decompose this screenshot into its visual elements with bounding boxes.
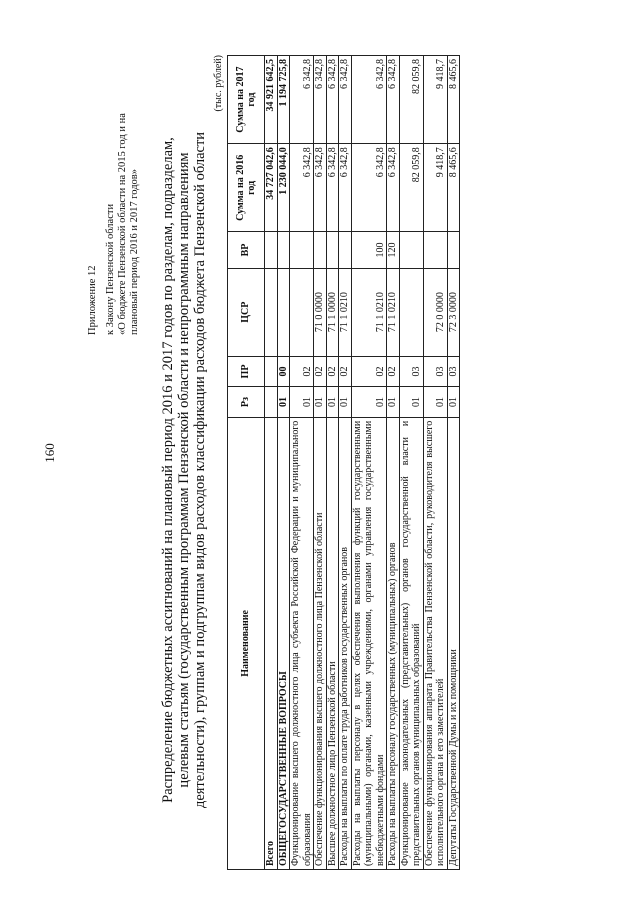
table-cell-sum-2017: 34 921 642,5 bbox=[265, 56, 278, 144]
table-cell-rz bbox=[265, 387, 278, 418]
table-cell-pr: 03 bbox=[447, 356, 460, 387]
table-cell-vr bbox=[399, 232, 423, 268]
table-cell-sum-2017: 6 342,8 bbox=[290, 56, 314, 144]
table-row bbox=[277, 56, 290, 870]
table-cell-rz: 01 bbox=[326, 387, 339, 418]
header-sum-2016: Сумма на 2016 год bbox=[228, 144, 265, 232]
table-row bbox=[290, 56, 314, 870]
units-label: (тыс. рублей) bbox=[213, 55, 224, 112]
title-line: Распределение бюджетных ассигнований на плановый период 2016 и 2017 годов по разделам, подразделам, bbox=[160, 137, 176, 803]
table-cell-csr bbox=[290, 268, 314, 356]
table-cell-pr: 02 bbox=[290, 356, 314, 387]
table-cell-rz: 01 bbox=[423, 387, 447, 418]
header-csr: ЦСР bbox=[228, 268, 265, 356]
table-cell-sum-2016: 6 342,8 bbox=[339, 144, 352, 232]
header-name: Наименование bbox=[228, 417, 265, 869]
table-row bbox=[351, 56, 387, 870]
table-cell-name: Всего bbox=[265, 417, 278, 869]
table-cell-sum-2016: 1 230 044,0 bbox=[277, 144, 290, 232]
table-cell-sum-2017: 6 342,8 bbox=[351, 56, 387, 144]
table-cell-sum-2017: 6 342,8 bbox=[326, 56, 339, 144]
table-cell-rz: 01 bbox=[277, 387, 290, 418]
table-cell-csr bbox=[277, 268, 290, 356]
table-cell-name: Расходы на выплаты по оплате труда работников государственных органов bbox=[339, 417, 352, 869]
table-cell-csr: 72 0 0000 bbox=[423, 268, 447, 356]
header-sum-2017: Сумма на 2017 год bbox=[228, 56, 265, 144]
table-cell-pr bbox=[265, 356, 278, 387]
table-cell-sum-2016: 34 727 042,6 bbox=[265, 144, 278, 232]
table-cell-name: Функционирование законодательных (представительных) органов государственной власти и представительных органов муниципальных образований bbox=[399, 417, 423, 869]
table-row bbox=[387, 56, 400, 870]
table-header-row bbox=[228, 56, 265, 870]
table-cell-sum-2017: 6 342,8 bbox=[339, 56, 352, 144]
table-cell-name: Обеспечение функционирования аппарата Правительства Пензенской области, руководителя высшего исполнительного органа и его заместителей bbox=[423, 417, 447, 869]
table-row bbox=[423, 56, 447, 870]
table-cell-pr: 03 bbox=[399, 356, 423, 387]
table-cell-csr: 71 1 0210 bbox=[339, 268, 352, 356]
table-cell-vr: 100 bbox=[351, 232, 387, 268]
table-cell-csr: 71 1 0210 bbox=[351, 268, 387, 356]
table-cell-sum-2016: 6 342,8 bbox=[387, 144, 400, 232]
table-cell-pr: 03 bbox=[423, 356, 447, 387]
table-cell-rz: 01 bbox=[290, 387, 314, 418]
table-cell-rz: 01 bbox=[314, 387, 327, 418]
table-cell-name: Депутаты Государственной Думы и их помощники bbox=[447, 417, 460, 869]
table-cell-csr: 71 0 0000 bbox=[314, 268, 327, 356]
table-cell-sum-2016: 6 342,8 bbox=[351, 144, 387, 232]
table-cell-vr bbox=[290, 232, 314, 268]
table-cell-name: ОБЩЕГОСУДАРСТВЕННЫЕ ВОПРОСЫ bbox=[277, 417, 290, 869]
appendix-block bbox=[87, 35, 141, 335]
header-vr: ВР bbox=[228, 232, 265, 268]
table-cell-rz: 01 bbox=[447, 387, 460, 418]
table-cell-pr: 02 bbox=[387, 356, 400, 387]
table-cell-vr bbox=[339, 232, 352, 268]
table-cell-name: Высшее должностное лицо Пензенской области bbox=[326, 417, 339, 869]
table-row bbox=[399, 56, 423, 870]
table-cell-csr bbox=[399, 268, 423, 356]
table-row bbox=[326, 56, 339, 870]
table-row bbox=[447, 56, 460, 870]
table-cell-rz: 01 bbox=[351, 387, 387, 418]
table-cell-csr: 71 1 0210 bbox=[387, 268, 400, 356]
document-title bbox=[160, 70, 208, 870]
table-row bbox=[265, 56, 278, 870]
appendix-line: к Закону Пензенской области bbox=[105, 203, 116, 335]
table-cell-sum-2016: 9 418,7 bbox=[423, 144, 447, 232]
table-cell-sum-2017: 6 342,8 bbox=[387, 56, 400, 144]
table-cell-rz: 01 bbox=[387, 387, 400, 418]
table-row bbox=[339, 56, 352, 870]
table-cell-rz: 01 bbox=[399, 387, 423, 418]
table-cell-csr: 71 1 0000 bbox=[326, 268, 339, 356]
table-cell-pr: 00 bbox=[277, 356, 290, 387]
table-cell-vr bbox=[447, 232, 460, 268]
appendix-title: Приложение 12 bbox=[87, 265, 98, 335]
table-cell-sum-2016: 82 059,8 bbox=[399, 144, 423, 232]
table-cell-name: Функционирование высшего должностного лица субъекта Российской Федерации и муниципального образования bbox=[290, 417, 314, 869]
table-cell-csr: 72 3 0000 bbox=[447, 268, 460, 356]
table-cell-name: Расходы на выплаты персоналу государственных (муниципальных) органов bbox=[387, 417, 400, 869]
table-cell-sum-2017: 8 465,6 bbox=[447, 56, 460, 144]
table-cell-pr: 02 bbox=[314, 356, 327, 387]
table-cell-pr: 02 bbox=[326, 356, 339, 387]
appendix-line: плановый период 2016 и 2017 годов» bbox=[129, 169, 140, 335]
table-cell-vr bbox=[277, 232, 290, 268]
header-rz: Рз bbox=[228, 387, 265, 418]
table-cell-vr bbox=[326, 232, 339, 268]
table-cell-sum-2017: 9 418,7 bbox=[423, 56, 447, 144]
title-line: деятельности), группам и подгруппам видов расходов классификации расходов бюджета Пензенской области bbox=[192, 131, 208, 809]
table-cell-vr bbox=[265, 232, 278, 268]
table-cell-sum-2017: 82 059,8 bbox=[399, 56, 423, 144]
table-cell-csr bbox=[265, 268, 278, 356]
table-cell-sum-2016: 8 465,6 bbox=[447, 144, 460, 232]
header-pr: ПР bbox=[228, 356, 265, 387]
table-cell-sum-2017: 1 194 725,8 bbox=[277, 56, 290, 144]
rotated-page-content bbox=[15, 15, 615, 890]
budget-table bbox=[227, 55, 460, 870]
table-cell-pr: 02 bbox=[339, 356, 352, 387]
table-cell-name: Расходы на выплаты персоналу в целях обеспечения выполнения функций государственными (муниципальными) органами, казенными учреждениями, органами управления государственными внебюджетными фондами bbox=[351, 417, 387, 869]
table-cell-vr: 120 bbox=[387, 232, 400, 268]
appendix-line: «О бюджете Пензенской области на 2015 год и на bbox=[117, 113, 128, 335]
table-cell-pr: 02 bbox=[351, 356, 387, 387]
table-cell-rz: 01 bbox=[339, 387, 352, 418]
table-row bbox=[314, 56, 327, 870]
page-number: 160 bbox=[41, 443, 57, 463]
table-cell-sum-2017: 6 342,8 bbox=[314, 56, 327, 144]
table-cell-vr bbox=[423, 232, 447, 268]
title-line: целевым статьям (государственным программам Пензенской области и непрограммным направлениям bbox=[176, 152, 192, 788]
table-cell-vr bbox=[314, 232, 327, 268]
table-cell-name: Обеспечение функционирования высшего должностного лица Пензенской области bbox=[314, 417, 327, 869]
table-cell-sum-2016: 6 342,8 bbox=[314, 144, 327, 232]
table-cell-sum-2016: 6 342,8 bbox=[326, 144, 339, 232]
table-cell-sum-2016: 6 342,8 bbox=[290, 144, 314, 232]
